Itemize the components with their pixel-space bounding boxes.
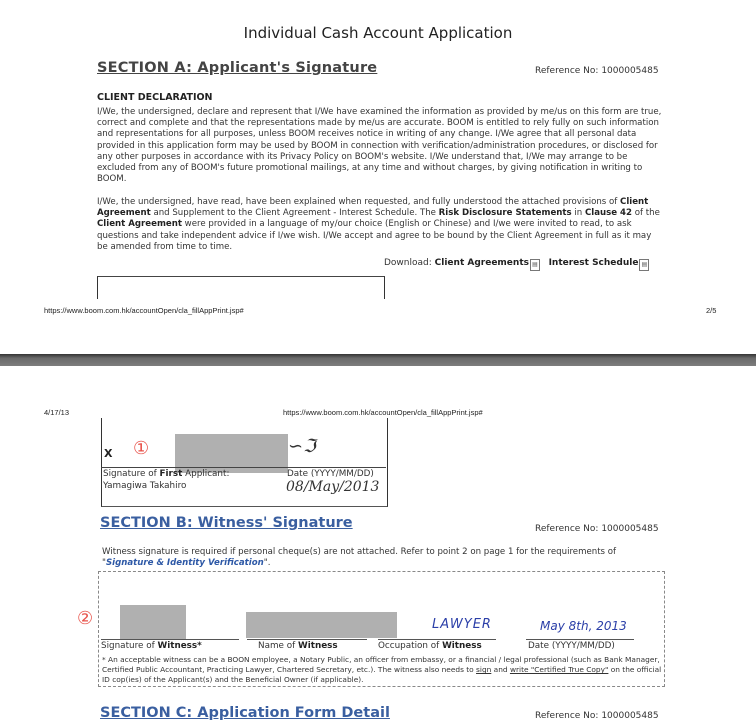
section-a-heading: SECTION A: Applicant's Signature xyxy=(97,60,378,76)
signature-box-top xyxy=(97,276,385,299)
pdf-icon[interactable]: ▤ xyxy=(639,259,649,271)
download-label: Download: xyxy=(384,258,432,268)
client-agreements-link[interactable]: Client Agreements xyxy=(434,258,529,268)
witness-occupation-label: Occupation of Witness xyxy=(378,641,482,651)
client-declaration-title: CLIENT DECLARATION xyxy=(97,92,213,103)
witness-name-line xyxy=(247,639,367,640)
witness-requirement-note: Witness signature is required if personal cheque(s) are not attached. Refer to point 2 on page 1 for the requirements of "Signature & Identity Verification". xyxy=(102,547,617,568)
pdf-icon[interactable]: ▤ xyxy=(530,259,540,271)
section-c-heading: SECTION C: Application Form Detail xyxy=(100,705,390,721)
section-b-heading: SECTION B: Witness' Signature xyxy=(100,515,353,531)
witness-occupation-line xyxy=(378,639,496,640)
declaration-paragraph-1: I/We, the undersigned, declare and represent that I/We have examined the information as provided by me/us on this form are true, correct and complete and that the representations made by me/us are accurate. BOOM is entitled to rely fully on such information and representations for all purposes, unless BOOM receives notice in writing of any change. I/We agree that all personal data provided in this application form may be used by BOOM in connection with verification/administration procedures, or disclosed for any other purposes in accordance with its Privacy Policy on BOOM's website. I/We understand that, I/We may arrange to be excluded from any of BOOM's future promotional mailings, at any time and without charges, by giving notification in writing to BOOM. xyxy=(97,107,662,185)
document-title: Individual Cash Account Application xyxy=(243,24,513,42)
witness-date-line xyxy=(526,639,634,640)
witness-date-value: May 8th, 2013 xyxy=(540,619,627,633)
page-footer-url: https://www.boom.com.hk/accountOpen/cla_fillAppPrint.jsp# xyxy=(44,306,244,315)
section-b-reference: Reference No: 1000005485 xyxy=(535,524,659,534)
witness-name-label: Name of Witness xyxy=(258,641,338,651)
annotation-marker-2: ② xyxy=(77,608,94,629)
annotation-marker-1: ① xyxy=(133,438,150,459)
page-number: 2/5 xyxy=(706,306,717,315)
redacted-witness-signature xyxy=(120,605,186,640)
applicant-name: Yamagiwa Takahiro xyxy=(103,481,187,491)
first-applicant-signature-label: Signature of First Applicant: xyxy=(103,469,230,479)
section-c-reference: Reference No: 1000005485 xyxy=(535,711,659,721)
signature-verification-link[interactable]: Signature & Identity Verification xyxy=(105,557,264,568)
redacted-witness-name xyxy=(246,612,397,638)
witness-date-label: Date (YYYY/MM/DD) xyxy=(528,641,615,651)
page-header-url: https://www.boom.com.hk/accountOpen/cla_fillAppPrint.jsp# xyxy=(283,408,483,417)
applicant-signature-scribble: ∽ℑ xyxy=(288,436,316,457)
witness-signature-label: Signature of Witness* xyxy=(101,641,202,651)
witness-footnote: * An acceptable witness can be a BOON employee, a Notary Public, an officer from embassy, or a financial / legal professional (such as Bank Manager, Certified Public Accountant, Practicing Lawyer, Chartered Secretary, etc.). The witness also needs to sign and write "Certified True Copy" on the official ID cop(ies) of the Applicant(s) and the Beneficial Owner (if applicable). xyxy=(102,655,662,685)
declaration-paragraph-2: I/We, the undersigned, have read, have been explained when requested, and fully understood the attached provisions of Client Agreement and Supplement to the Client Agreement - Interest Schedule. The Risk Disclosure Statements in Clause 42 of the Client Agreement were provided in a language of my/our choice (English or Chinese) and I/we were invited to read, to ask questions and take independent advice if I/we wish. I/We accept and agree to be bound by the Client Agreement in full as it may be amended from time to time. xyxy=(97,197,660,252)
witness-signature-line xyxy=(101,639,239,640)
page-header-date: 4/17/13 xyxy=(44,408,70,417)
signature-line xyxy=(101,467,386,468)
download-row xyxy=(384,258,649,271)
applicant-date-label: Date (YYYY/MM/DD) xyxy=(287,469,374,479)
applicant-date-value: 08/May/2013 xyxy=(286,479,380,495)
interest-schedule-link[interactable]: Interest Schedule xyxy=(548,258,639,268)
page-separator xyxy=(0,354,756,366)
sign-here-x: X xyxy=(104,447,113,460)
section-a-reference: Reference No: 1000005485 xyxy=(535,66,659,76)
witness-occupation-value: LAWYER xyxy=(432,617,492,632)
